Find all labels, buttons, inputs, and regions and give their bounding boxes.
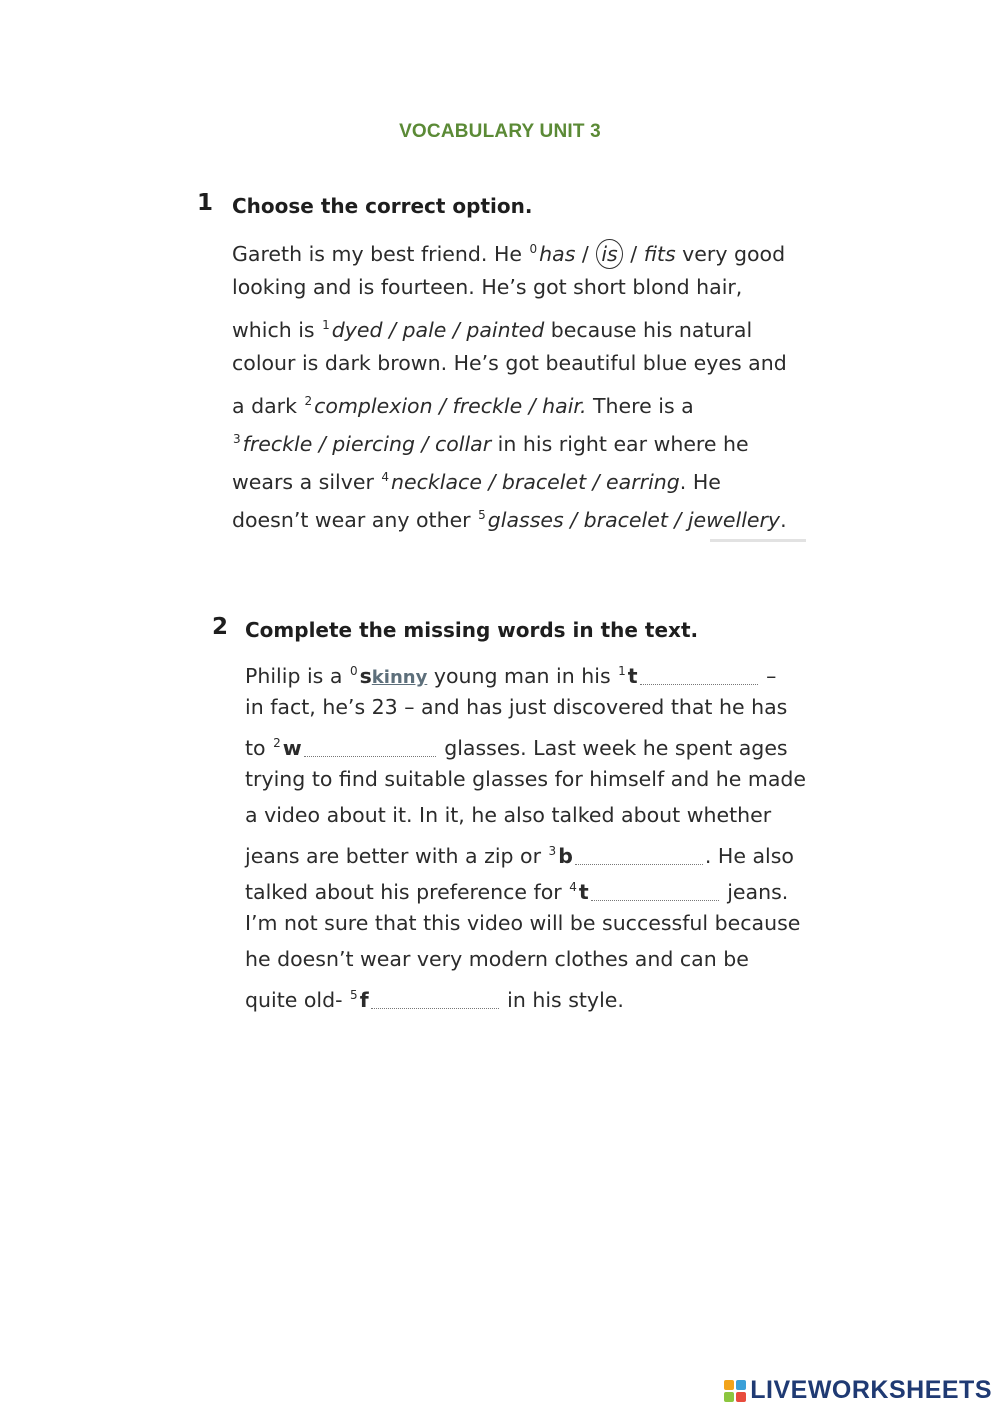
ex2-line-9: [245, 977, 806, 1013]
item-number: 4: [569, 880, 577, 894]
options-2[interactable]: complexion / freckle / hair.: [314, 394, 587, 418]
logo-square: [736, 1380, 746, 1390]
ex1-line-0: [232, 230, 787, 268]
answer-blank-2[interactable]: [304, 736, 436, 757]
first-letter: b: [558, 844, 573, 868]
ex1-line-6-text: wears a silver: [232, 470, 381, 494]
ex1-line-4: [232, 382, 787, 420]
first-letter: w: [282, 736, 302, 760]
exercise-1-number: 1: [197, 190, 214, 216]
ex2-line-4: a video about it. In it, he also talked about whether: [245, 803, 772, 827]
item-number: 5: [478, 508, 486, 522]
options-5[interactable]: glasses / bracelet / jewellery: [487, 508, 781, 532]
ex2-line-3: trying to find suitable glasses for himself and he made: [245, 767, 807, 791]
logo-text: LIVEWORKSHEETS: [750, 1376, 992, 1404]
item-number: 4: [381, 470, 390, 484]
first-letter: t: [578, 880, 589, 904]
option-is-circled[interactable]: is: [596, 239, 622, 269]
exercise-1-text: [232, 230, 787, 534]
ex1-line-7: [232, 496, 787, 534]
option-has[interactable]: has: [539, 242, 576, 266]
ex1-line-5: [232, 420, 787, 458]
ex2-line-2: [245, 725, 806, 761]
item-number: 1: [322, 318, 330, 332]
answer-blank-3[interactable]: [575, 844, 703, 865]
logo-mark-icon: [724, 1380, 746, 1402]
ex1-line-4-text: a dark: [232, 394, 304, 418]
exercise-2-instruction: Complete the missing words in the text.: [245, 618, 699, 642]
example-answer: kinny: [371, 667, 428, 688]
separator: /: [623, 242, 644, 266]
logo-square: [724, 1380, 734, 1390]
ex1-line-1: looking and is fourteen. He’s got short blond hair,: [232, 275, 743, 299]
ex2-line-5-tail: . He also: [704, 844, 794, 868]
item-number: 1: [618, 664, 626, 678]
item-number: 3: [548, 844, 557, 858]
ex1-line-2: [232, 306, 787, 344]
ex1-line-0-tail: very good: [675, 242, 786, 266]
item-number: 0: [529, 242, 538, 256]
ex2-line-9-text: quite old-: [245, 988, 350, 1012]
ex2-line-0-tail: –: [759, 664, 777, 688]
ex1-line-5-tail: in his right ear where he: [491, 432, 749, 456]
ex2-line-5: [245, 833, 806, 869]
answer-blank-4[interactable]: [591, 880, 719, 901]
ex2-line-6-text: talked about his preference for: [245, 880, 569, 904]
ex2-line-1: in fact, he’s 23 – and has just discovered that he has: [245, 695, 788, 719]
ex2-line-0-mid: young man in his: [427, 664, 618, 688]
divider-line: [710, 539, 806, 542]
exercise-2-text: [245, 653, 806, 1013]
first-letter: s: [359, 664, 372, 688]
first-letter: t: [627, 664, 638, 688]
options-1[interactable]: dyed / pale / painted: [331, 318, 545, 342]
ex2-line-7: I’m not sure that this video will be successful because: [245, 911, 801, 935]
ex1-line-2-tail: because his natural: [544, 318, 753, 342]
ex2-line-0: [245, 653, 806, 689]
item-number: 2: [304, 394, 313, 408]
ex1-line-3: colour is dark brown. He’s got beautiful blue eyes and: [232, 351, 787, 375]
ex1-line-7-tail: .: [780, 508, 787, 532]
ex2-line-8: he doesn’t wear very modern clothes and can be: [245, 947, 749, 971]
ex2-line-5-text: jeans are better with a zip or: [245, 844, 548, 868]
item-number: 0: [349, 664, 358, 678]
ex2-line-6: [245, 869, 806, 905]
exercise-1-instruction: Choose the correct option.: [232, 194, 533, 218]
first-letter: f: [359, 988, 369, 1012]
ex1-line-7-text: doesn’t wear any other: [232, 508, 478, 532]
ex2-line-6-tail: jeans.: [720, 880, 789, 904]
option-fits[interactable]: fits: [643, 242, 676, 266]
ex1-line-4-tail: There is a: [586, 394, 694, 418]
item-number: 2: [273, 736, 281, 750]
exercise-2-number: 2: [212, 614, 229, 640]
separator: /: [575, 242, 596, 266]
ex2-line-2-text: to: [245, 736, 273, 760]
ex1-line-0-text: Gareth is my best friend. He: [232, 242, 529, 266]
ex2-line-9-tail: in his style.: [500, 988, 624, 1012]
logo-square: [736, 1392, 746, 1402]
liveworksheets-logo[interactable]: [724, 1376, 992, 1405]
ex2-line-2-tail: glasses. Last week he spent ages: [437, 736, 788, 760]
ex2-line-0-text: Philip is a: [245, 664, 349, 688]
item-number: 5: [350, 988, 358, 1002]
item-number: 3: [233, 432, 241, 446]
worksheet-title: VOCABULARY UNIT 3: [399, 121, 601, 142]
ex1-line-6-tail: . He: [679, 470, 721, 494]
options-4[interactable]: necklace / bracelet / earring: [391, 470, 680, 494]
answer-blank-5[interactable]: [371, 988, 499, 1009]
ex1-line-6: [232, 458, 787, 496]
logo-square: [724, 1392, 734, 1402]
ex1-line-2-text: which is: [232, 318, 322, 342]
answer-blank-1[interactable]: [640, 664, 758, 685]
options-3[interactable]: freckle / piercing / collar: [242, 432, 492, 456]
